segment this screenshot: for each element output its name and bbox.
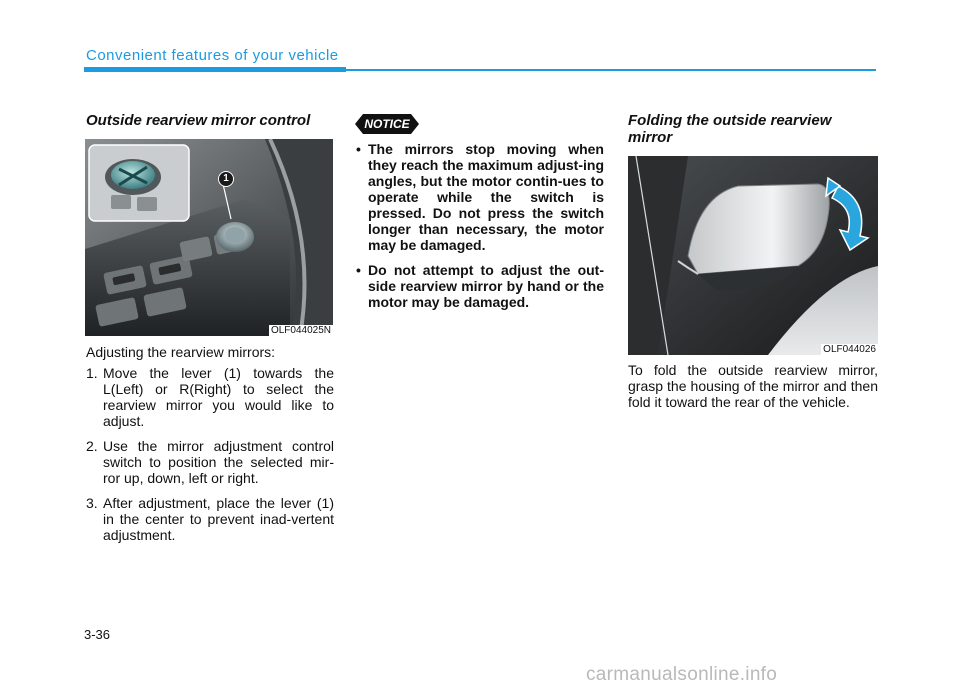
mirror-control-photo [85, 139, 333, 336]
figure-code-right: OLF044026 [823, 344, 876, 355]
mirror-control-title: Outside rearview mirror control [86, 112, 311, 129]
list-item: • Do not attempt to adjust the out-side rearview mirror by hand or the motor may be damaged. [356, 262, 604, 310]
header-rule-thin [346, 69, 876, 71]
figure-code-left: OLF044025N [270, 325, 331, 336]
notice-list [354, 141, 604, 319]
folding-mirror-photo [628, 156, 878, 355]
notice-badge [355, 114, 419, 134]
adjustment-steps [86, 365, 334, 552]
folding-instructions: To fold the outside rearview mirror, grasp the housing of the mirror and then fold it toward the rear of the vehicle. [628, 362, 878, 410]
notice-label: NOTICE [364, 117, 410, 131]
watermark-link[interactable]: carmanualsonline.info [586, 664, 778, 685]
folding-mirror-title: Folding the outside rearview mirror [628, 112, 832, 146]
header-rule-thick [84, 67, 346, 72]
list-item: 1. Move the lever (1) towards the L(Left) or R(Right) to select the rearview mirror you would like to adjust. [86, 365, 334, 429]
section-header: Convenient features of your vehicle [86, 47, 339, 64]
page-number: 3-36 [84, 627, 111, 642]
adjusting-intro: Adjusting the rearview mirrors: [86, 344, 276, 360]
list-item: 3. After adjustment, place the lever (1) in the center to prevent inad-vertent adjustment. [86, 495, 334, 543]
list-item: • The mirrors stop moving when they reach the maximum adjust-ing angles, but the motor contin-ues to operate while the switch is pressed. Do not press the switch longer than necessary, the motor may be damaged. [356, 141, 604, 253]
callout-1: 1 [218, 171, 234, 187]
list-item: 2. Use the mirror adjustment control switch to position the selected mir-ror up, down, left or right. [86, 438, 334, 486]
